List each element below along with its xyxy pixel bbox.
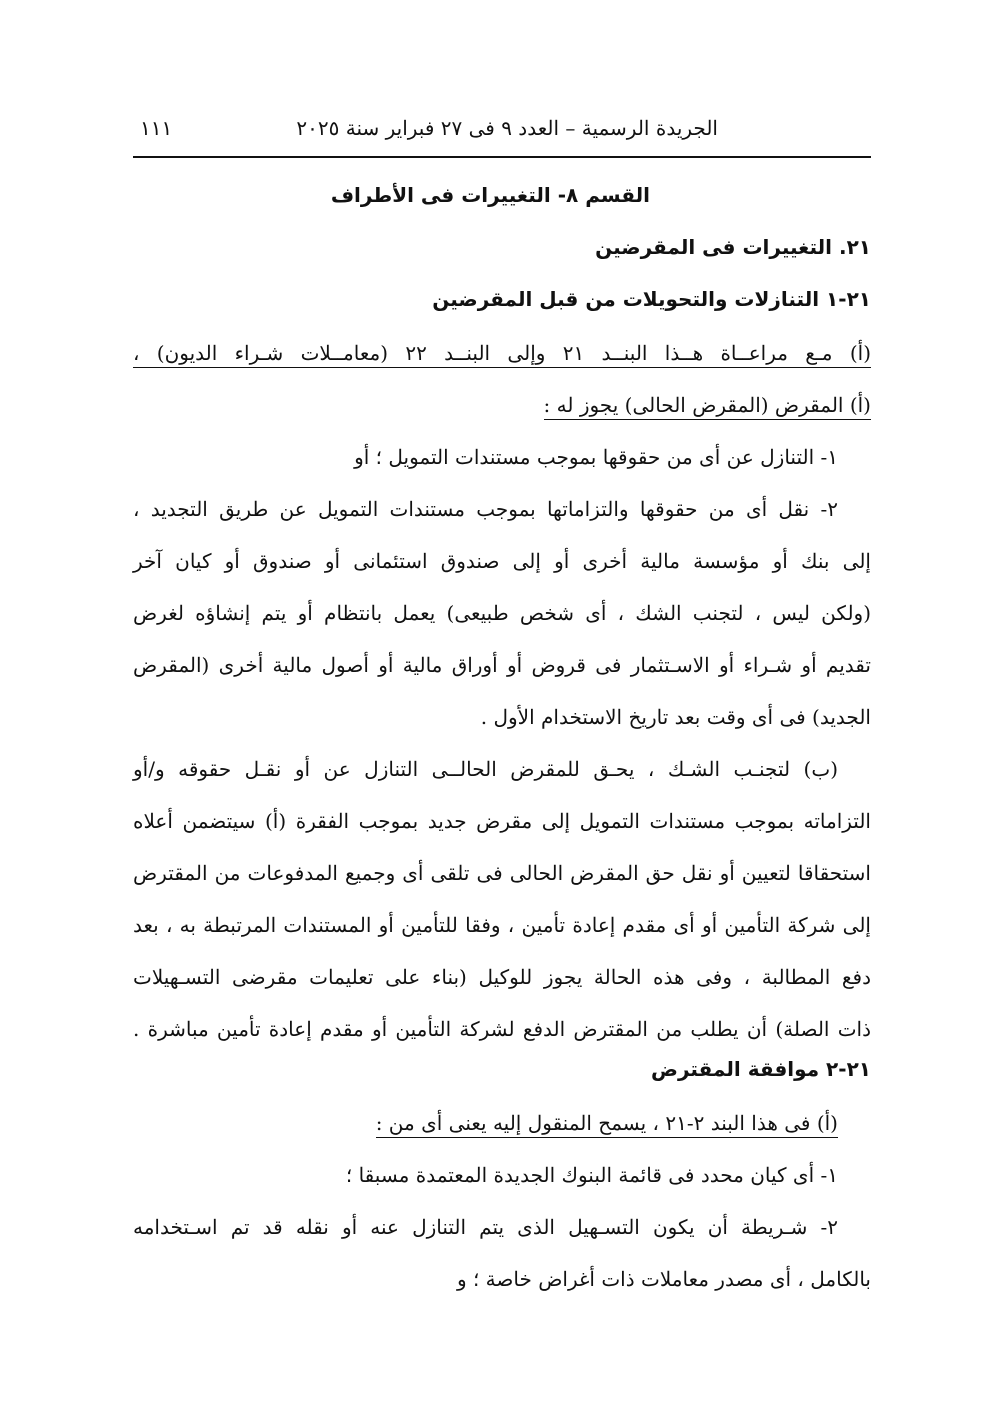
list-item-2-line-1: ٢- نقل أى من حقوقها والتزاماتها بموجب مستندات التمويل عن طريق التجديد ، bbox=[133, 497, 838, 521]
paragraph-b-line-5: دفع المطالبة ، وفى هذه الحالة يجوز للوكيل (بناء على تعليمات مقرضى التسـهيلات bbox=[133, 965, 871, 989]
paragraph-a-transferee bbox=[376, 1108, 838, 1138]
section-title: القسم ٨- التغييرات فى الأطراف bbox=[330, 183, 650, 207]
list-item-2-line-3: (ولكن ليس ، لتجنب الشك ، أى شخص طبيعى) يعمل بانتظام أو يتم إنشاؤه لغرض bbox=[133, 601, 871, 625]
page-number: ١١١ bbox=[140, 116, 173, 140]
transferee-item-1: ١- أى كيان محدد فى قائمة البنوك الجديدة المعتمدة مسبقا ؛ bbox=[345, 1163, 838, 1187]
list-item-1: ١- التنازل عن أى من حقوقها بموجب مستندات التمويل ؛ أو bbox=[354, 445, 838, 469]
list-item-2-line-4: تقديم أو شـراء أو الاسـتثمار فى قروض أو أوراق مالية أو أصول مالية أخرى (المقرض bbox=[133, 653, 871, 677]
heading-21: ٢١. التغييرات فى المقرضين bbox=[595, 235, 871, 259]
transferee-item-2-line-2: بالكامل ، أى مصدر معاملات ذات أغراض خاصة ؛ و bbox=[456, 1267, 871, 1291]
paragraph-b-line-6: ذات الصلة) أن يطلب من المقترض الدفع لشركة التأمين أو مقدم إعادة تأمين مباشرة . bbox=[133, 1017, 871, 1041]
paragraph-b-line-1: (ب) لتجنـب الشـك ، يحـق للمقرض الحالــى التنازل عن أو نقـل حقوقه و/أو bbox=[133, 757, 838, 781]
paragraph-a-intro bbox=[133, 338, 871, 368]
transferee-item-2-line-1: ٢- شـريطة أن يكون التسـهيل الذى يتم التنازل عنه أو نقله قد تم اسـتخدامه bbox=[133, 1215, 838, 1239]
list-item-2-line-5: الجديد) فى أى وقت بعد تاريخ الاستخدام الأول . bbox=[480, 705, 871, 729]
gazette-header-title: الجريدة الرسمية – العدد ٩ فى ٢٧ فبراير سنة ٢٠٢٥ bbox=[296, 116, 718, 140]
paragraph-b-line-3: استحقاقا لتعيين أو نقل حق المقرض الحالى فى تلقى أى وجميع المدفوعات من المقترض bbox=[133, 861, 871, 885]
paragraph-a-lender bbox=[544, 390, 871, 420]
paragraph-b-line-2: التزاماته بموجب مستندات التمويل إلى مقرض جديد بموجب الفقرة (أ) سيتضمن أعلاه bbox=[133, 809, 871, 833]
heading-21-1: ٢١-١ التنازلات والتحويلات من قبل المقرضين bbox=[432, 287, 871, 311]
paragraph-a-transferee-text: (أ) فى هذا البند ٢-٢١ ، يسمح المنقول إليه يعنى أى من : bbox=[376, 1111, 838, 1138]
paragraph-a-lender-text: (أ) المقرض (المقرض الحالى) يجوز له : bbox=[544, 393, 871, 420]
heading-21-2: ٢١-٢ موافقة المقترض bbox=[651, 1057, 871, 1081]
paragraph-b-line-4: إلى شركة التأمين أو أى مقدم إعادة تأمين ، وفقا للتأمين أو المستندات المرتبطة به ، بعد bbox=[133, 913, 871, 937]
header-divider bbox=[133, 156, 871, 158]
list-item-2-line-2: إلى بنك أو مؤسسة مالية أخرى أو إلى صندوق استئمانى أو صندوق أو كيان آخر bbox=[133, 549, 871, 573]
paragraph-a-intro-text: (أ) مـع مراعــاة هــذا البنــد ٢١ وإلى البنــد ٢٢ (معامــلات شـراء الديون) ، bbox=[133, 341, 871, 368]
